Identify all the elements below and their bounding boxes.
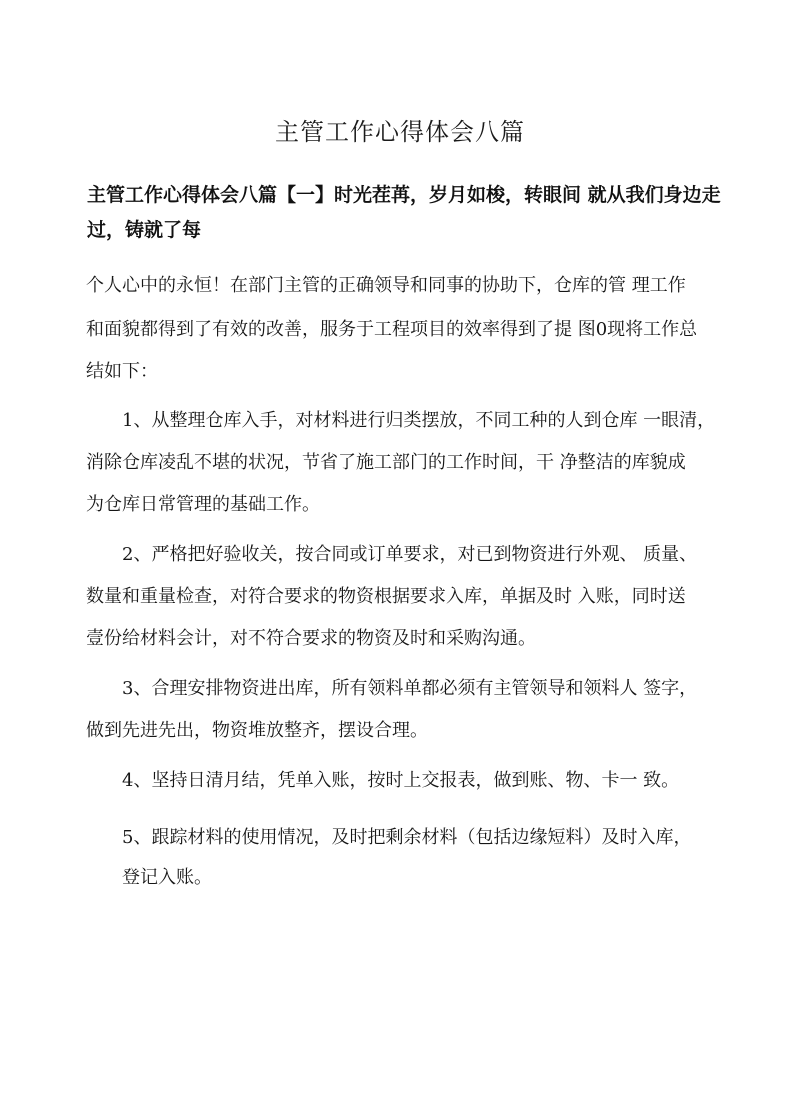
section-heading-line-1: 主管工作心得体会八篇【一】时光茬苒，岁月如梭，转眼间 就从我们身边走 [87,184,721,206]
intro-paragraph-line-2: 和面貌都得到了有效的改善，服务于工程项目的效率得到了提 图0现将工作总 [86,319,698,340]
intro-paragraph-line-1: 个人心中的永恒！在部门主管的正确领导和同事的协助下，仓库的管 理工作 [86,275,686,296]
intro-paragraph-line-3: 结如下： [86,361,158,382]
document-title: 主管工作心得体会八篇 [275,118,525,146]
list-item-5-line-1: 5、跟踪材料的使用情况，及时把剩余材料（包括边缘短料）及时入库， [122,827,692,848]
list-item-1-line-1: 1、从整理仓库入手，对材料进行归类摆放，不同工种的人到仓库 一眼清， [122,410,716,431]
list-item-3-line-2: 做到先进先出，物资堆放整齐，摆设合理。 [86,720,428,741]
list-item-4-line-1: 4、坚持日清月结，凭单入账，按时上交报表，做到账、物、卡一 致。 [122,770,680,791]
section-heading-line-2: 过，铸就了每 [87,219,202,241]
list-item-5-line-2: 登记入账。 [122,867,212,888]
list-item-2-line-1: 2、严格把好验收关，按合同或订单要求，对已到物资进行外观、 质量、 [122,544,698,565]
list-item-1-line-3: 为仓库日常管理的基础工作。 [86,494,320,515]
list-item-1-line-2: 消除仓库凌乱不堪的状况，节省了施工部门的工作时间，干 净整洁的库貌成 [86,452,686,473]
list-item-2-line-3: 壹份给材料会计，对不符合要求的物资及时和采购沟通。 [86,628,536,649]
list-item-3-line-1: 3、合理安排物资进出库，所有领料单都必须有主管领导和领料人 签字， [122,678,698,699]
list-item-2-line-2: 数量和重量检查，对符合要求的物资根据要求入库，单据及时 入账，同时送 [86,586,686,607]
